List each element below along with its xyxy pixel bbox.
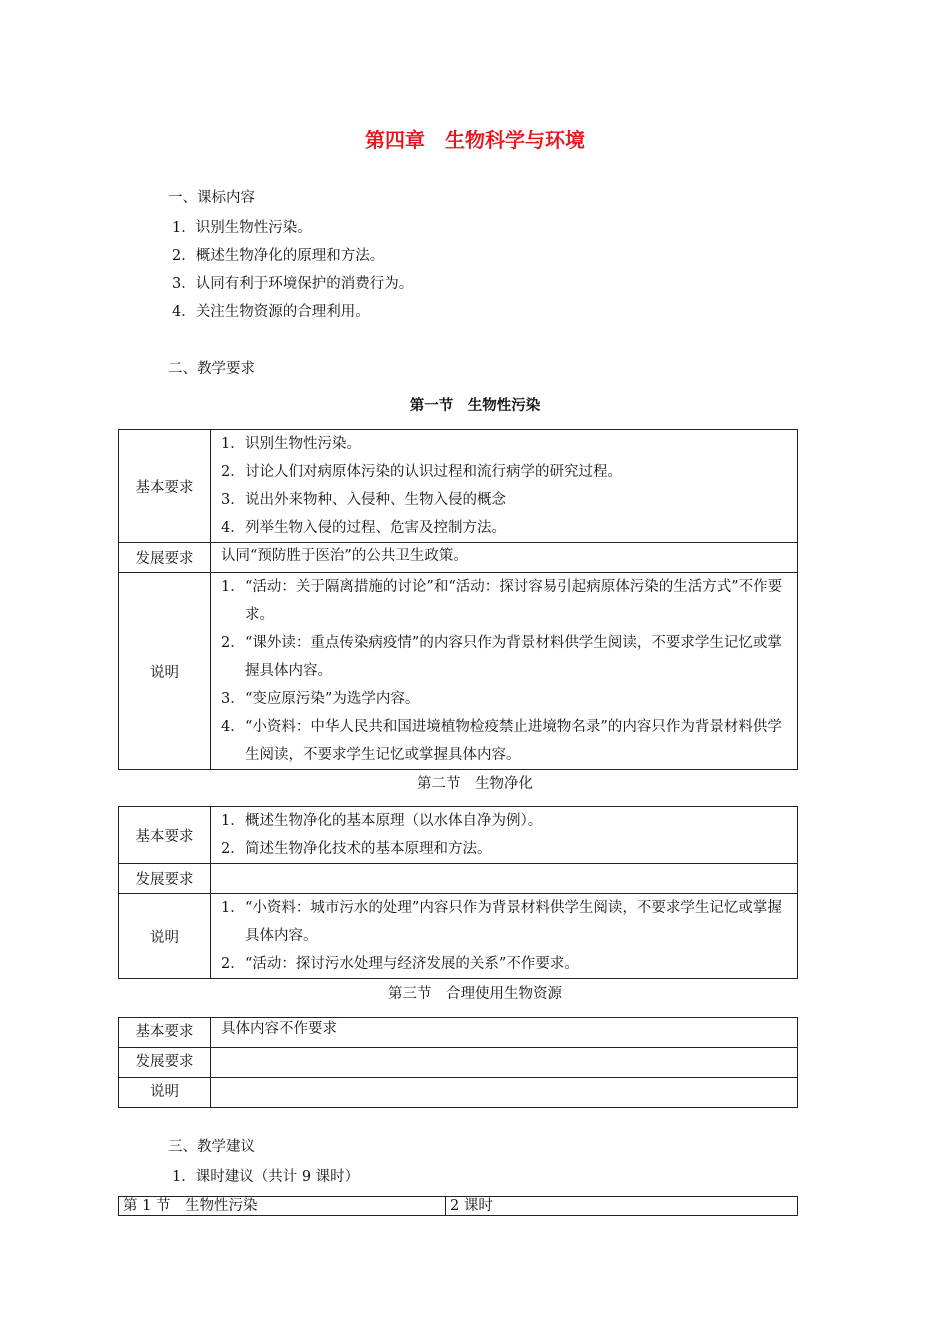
list-item: 3． 说出外来物种、入侵种、生物入侵的概念 [221,492,506,508]
section1-item: 2．概述生物净化的原理和方法。 [172,248,385,264]
section-title-3: 第三节 合理使用生物资源 [388,986,562,1002]
basic-content: 具体内容不作要求 [211,1018,798,1048]
note-content [211,573,798,770]
hours-cell: 2 课时 [446,1197,798,1216]
list-item: 2． 简述生物净化技术的基本原理和方法。 [221,841,492,857]
basic-label: 基本要求 [119,430,211,543]
chapter-title: 第四章 生物科学与环境 [365,128,585,152]
section3-heading: 三、教学建议 [168,1139,255,1155]
dev-label: 发展要求 [119,864,211,894]
basic-content [211,807,798,864]
list-item: 1． “小资料：城市污水的处理”内容只作为背景材料供学生阅读，不要求学生记忆或掌握具体内容。 [221,900,782,944]
section2-heading: 二、教学要求 [168,361,255,377]
hours-table [118,1196,798,1216]
dev-content: 认同“预防胜于医治”的公共卫生政策。 [211,543,798,573]
requirements-table-1 [118,429,798,770]
note-label: 说明 [119,894,211,979]
list-item: 4． 列举生物入侵的过程、危害及控制方法。 [221,520,506,536]
lesson-cell: 第 1 节 生物性污染 [119,1197,446,1216]
dev-label: 发展要求 [119,1048,211,1078]
dev-content [211,1048,798,1078]
section1-item: 1．识别生物性污染。 [172,220,312,236]
note-label: 说明 [119,573,211,770]
section3-subheading: 1．课时建议（共计 9 课时） [172,1169,360,1185]
note-content [211,1078,798,1108]
section1-item: 3．认同有利于环境保护的消费行为。 [172,276,414,292]
list-item: 2． 讨论人们对病原体污染的认识过程和流行病学的研究过程。 [221,464,622,480]
requirements-table-2 [118,806,798,979]
section1-heading: 一、课标内容 [168,190,255,206]
list-item: 3． “变应原污染”为选学内容。 [221,691,420,707]
section-title-1: 第一节 生物性污染 [409,398,541,414]
dev-label: 发展要求 [119,543,211,573]
list-item: 2． “课外读：重点传染病疫情”的内容只作为背景材料供学生阅读，不要求学生记忆或掌握具体内容。 [221,635,782,679]
list-item: 1． 概述生物净化的基本原理（以水体自净为例）。 [221,813,543,829]
dev-content [211,864,798,894]
list-item: 1． “活动：关于隔离措施的讨论”和“活动：探讨容易引起病原体污染的生活方式”不作要求。 [221,579,783,623]
table-row [119,1197,798,1216]
requirements-table-3 [118,1017,798,1108]
list-item: 1． 识别生物性污染。 [221,436,361,452]
list-item: 2． “活动：探讨污水处理与经济发展的关系”不作要求。 [221,956,579,972]
basic-label: 基本要求 [119,807,211,864]
note-content [211,894,798,979]
section1-item: 4．关注生物资源的合理利用。 [172,304,370,320]
section-title-2: 第二节 生物净化 [417,776,533,792]
basic-content [211,430,798,543]
list-item: 4． “小资料：中华人民共和国进境植物检疫禁止进境物名录”的内容只作为背景材料供学生阅读，不要求学生记忆或掌握具体内容。 [221,719,782,763]
basic-label: 基本要求 [119,1018,211,1048]
note-label: 说明 [119,1078,211,1108]
